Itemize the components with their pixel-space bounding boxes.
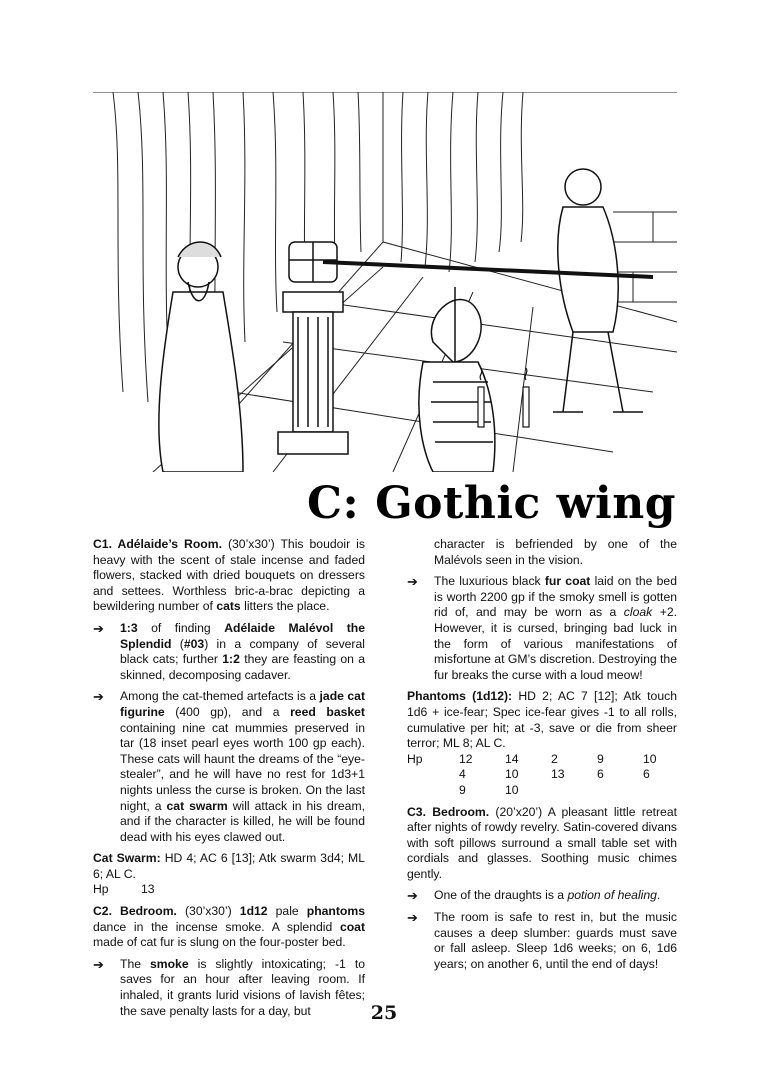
gothic-room-illustration [93, 92, 677, 472]
hp-label: Hp [93, 882, 109, 897]
c3-paragraph [407, 805, 677, 883]
c1-cats: cats [216, 599, 241, 614]
bullet-smoke-continued [407, 537, 677, 568]
c2-t3: dance in the incense smoke. A splendid [93, 919, 340, 934]
b2-t1: Among the cat-themed artefacts is a [120, 689, 320, 704]
hp-value: 2 [551, 751, 558, 766]
b4-fur: fur coat [544, 574, 591, 589]
page-number: 25 [370, 1002, 398, 1024]
c1-paragraph [93, 537, 365, 615]
hp-label: Hp [407, 751, 423, 766]
hp-value: 4 [459, 767, 466, 782]
b1-num: #03 [183, 636, 205, 651]
b2-t4: will attack in his dream, and if the character is killed, he will be found dead with his eyes clawed out. [120, 798, 365, 844]
b1-t3: ) in a company of several black cats; further [120, 636, 365, 667]
c2-t2: pale [267, 904, 307, 919]
bullet-artefacts [93, 689, 365, 845]
c2-t4: made of cat fur is slung on the four-poster bed. [93, 935, 346, 950]
c2-paragraph [93, 904, 365, 951]
b4-t3: +2. However, it is cursed, bringing bad luck in the form of various manifestations of misfortune at GM’s discretion. Destroying the fur breaks the curse with a loud meow! [434, 605, 677, 682]
b3-smoke: smoke [150, 956, 189, 971]
phantoms-heading: Phantoms (1d12): [407, 689, 513, 704]
hp-value: 10 [643, 751, 657, 766]
b2-jade: jade cat figurine [120, 689, 365, 719]
b5-potion: potion of healing [567, 888, 657, 903]
c2-coat: coat [339, 919, 365, 934]
hp-value: 10 [505, 767, 519, 782]
catswarm-heading: Cat Swarm: [93, 851, 161, 866]
b4-cloak: cloak [623, 605, 653, 620]
b4-t2: laid on the bed is worth 2200 gp if the smoky smell is gotten rid of, and may be worn as a [434, 574, 677, 620]
hp-value: 9 [459, 782, 466, 797]
c3-heading: C3. Bedroom. [407, 804, 490, 819]
b5-t1: One of the draughts is a [434, 888, 568, 903]
catswarm-stats [93, 851, 365, 882]
c2-heading: C2. Bedroom. [93, 904, 177, 919]
catswarm-text: HD 4; AC 6 [13]; Atk swarm 3d4; ML 6; AL C. [93, 851, 365, 881]
arrow-icon: ➔ [93, 956, 104, 972]
c2-t1: (30’x30’) [176, 904, 240, 919]
phantoms-stats [407, 689, 677, 751]
hp-value: 14 [505, 751, 519, 766]
c2-phantoms: phantoms [306, 904, 365, 919]
right-column [407, 537, 677, 978]
c1-end: litters the place. [240, 599, 330, 614]
b1-ratio: 1:3 [120, 620, 138, 635]
b1-t1: of finding [137, 620, 225, 635]
section-title: C: Gothic wing [307, 478, 676, 529]
b1-name: Adélaide Malévol the Splendid [120, 620, 365, 651]
phantoms-hp-table [407, 752, 657, 799]
phantoms-text: HD 2; AC 7 [12]; Atk touch 1d6 + ice-fear; Spec ice-fear gives -1 to all rolls, cumulative per hit; at -3, save or die from sheer terror; ML 8; AL C. [407, 689, 677, 751]
bullet-adelaide [93, 621, 365, 683]
b3-t2: is slightly intoxicating; -1 to saves for an hour after leaving room. If inhaled, it grants lurid visions of lavish fêtes; the save penalty lasts for a day, but [120, 956, 365, 1018]
b1-t2: ( [171, 636, 184, 651]
bullet-draughts [407, 888, 677, 904]
arrow-icon: ➔ [407, 574, 418, 590]
b1-ratio2: 1:2 [222, 652, 240, 667]
b1-t4: they are feasting on a skinned, decomposing cadaver. [120, 652, 365, 682]
hp-value: 6 [597, 767, 604, 782]
b6-text: The room is safe to rest in, but the music causes a deep slumber: guards must save or fall asleep. Sleep 1d6 weeks; on 6, 1d6 years; on another 6, until the end of days! [434, 910, 677, 971]
c2-dice: 1d12 [239, 904, 268, 919]
hp-value: 12 [459, 751, 473, 766]
c1-text: (30’x30’) This boudoir is heavy with the scent of stale incense and faded flowers, stacked with dried bouquets on dressers and settees. Worthless bric-a-brac depicting a bewildering number of [93, 537, 365, 614]
b2-swarm: cat swarm [166, 798, 228, 813]
cont-text: character is befriended by one of the Malévols seen in the vision. [434, 537, 677, 567]
b5-t2: . [656, 888, 661, 903]
hp-value: 6 [643, 767, 650, 782]
b4-t1: The luxurious black [434, 574, 545, 589]
left-column [93, 537, 365, 1025]
c3-text: (20’x20’) A pleasant little retreat after nights of rowdy revelry. Satin-covered divans with soft pillows surround a small table set with cordials and glasses. Soothing music chimes gently. [407, 804, 677, 881]
arrow-icon: ➔ [93, 689, 104, 705]
bullet-fur-coat [407, 574, 677, 683]
hp-value: 10 [505, 782, 519, 797]
b3-t1: The [120, 956, 150, 971]
hp-value: 13 [551, 767, 565, 782]
hp-value: 13 [141, 882, 155, 897]
catswarm-hp-table [93, 882, 155, 898]
arrow-icon: ➔ [407, 888, 418, 904]
b2-t2: (400 gp), and a [164, 704, 291, 719]
arrow-icon: ➔ [93, 620, 104, 636]
b2-t3: containing nine cat mummies preserved in tar (18 inset pearl eyes worth 100 gp each). These cats will haunt the dreams of the “eye-stealer”, and he will have no rest for 1d3+1 nights unless the curse is broken. On the last night, a [120, 720, 365, 813]
b2-reed: reed basket [290, 704, 365, 719]
hp-value: 9 [597, 751, 604, 766]
c1-heading: C1. Adélaide’s Room. [93, 537, 222, 551]
bullet-rest [407, 910, 677, 972]
arrow-icon: ➔ [407, 910, 418, 926]
